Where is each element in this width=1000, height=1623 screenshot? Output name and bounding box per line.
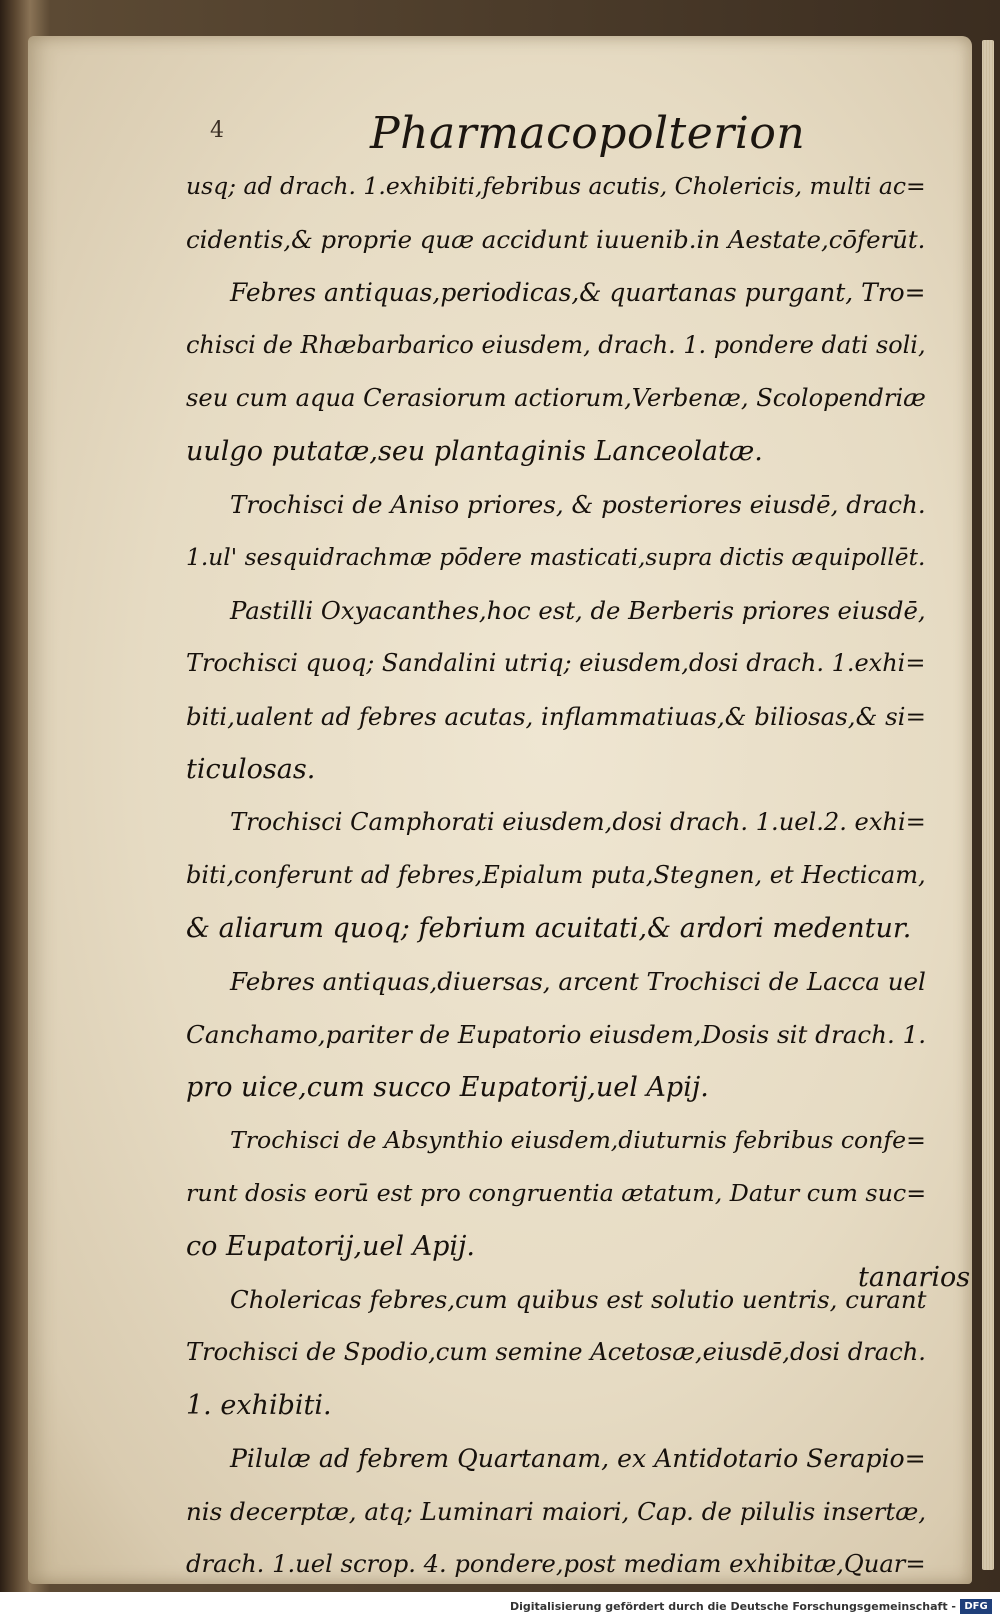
text-line: Trochisci de Aniso priores, & posteriores eiusdē, drach. [230,490,926,519]
page-edge [982,40,994,1570]
text-line: pro uice,cum succo Eupatorij,uel Apij. [186,1072,709,1103]
text-line: Trochisci Camphorati eiusdem,dosi drach. 1.uel.2. exhi= [230,808,926,836]
text-line: co Eupatorij,uel Apij. [186,1231,475,1262]
text-line: Canchamo,pariter de Eupatorio eiusdem,Dosis sit drach. 1. [186,1020,927,1049]
text-line: runt dosis eorū est pro congruentia ætatum, Datur cum suc= [186,1179,927,1207]
text-line: seu cum aqua Cerasiorum actiorum,Verbenæ, Scolopendriæ [186,384,926,412]
dfg-logo: DFG [960,1599,992,1614]
text-line: Trochisci de Absynthio eiusdem,diuturnis febribus confe= [230,1126,926,1154]
text-line: chisci de Rhæbarbarico eiusdem, drach. 1. pondere dati soli, [186,331,926,359]
catchword: tanarios [858,1262,971,1293]
running-head: Pharmacopolterion [370,108,806,159]
text-line: Febres antiquas,periodicas,& quartanas purgant, Tro= [230,278,926,307]
text-line: Pilulæ ad febrem Quartanam, ex Antidotario Serapio= [230,1444,926,1473]
text-line: biti,conferunt ad febres,Epialum puta,Stegnen, et Hecticam, [186,861,926,889]
text-line: Cholericas febres,cum quibus est solutio uentris, curant [230,1285,927,1314]
text-line: biti,ualent ad febres acutas, inflammatiuas,& biliosas,& si= [186,702,926,731]
text-line: ticulosas. [186,754,316,785]
text-line: Pastilli Oxyacanthes,hoc est, de Berberis priores eiusdē, [230,596,926,625]
footer-credit: Digitalisierung gefördert durch die Deutsche Forschungsgemeinschaft - [509,1600,956,1613]
text-line: nis decerptæ, atq; Luminari maiori, Cap. de pilulis insertæ, [186,1497,927,1526]
text-line: drach. 1.uel scrop. 4. pondere,post mediam exhibitæ,Quar= [186,1550,926,1578]
text-line: & aliarum quoq; febrium acuitati,& ardori medentur. [186,913,912,944]
text-line: 1. exhibiti. [186,1390,332,1421]
text-line: usq; ad drach. 1.exhibiti,febribus acutis, Cholericis, multi ac= [186,172,926,200]
page-number: 4 [210,118,224,143]
text-line: Trochisci quoq; Sandalini utriq; eiusdem,dosi drach. 1.exhi= [186,649,926,677]
text-line: 1.ul' sesquidrachmæ pōdere masticati,supra dictis æquipollēt. [186,543,926,571]
text-line: cidentis,& proprie quæ accidunt iuuenib.in Aestate,cōferūt. [186,225,926,254]
text-line: Febres antiquas,diuersas, arcent Trochisci de Lacca uel [230,967,926,996]
text-body [186,160,926,1591]
text-line: uulgo putatæ,seu plantaginis Lanceolatæ. [186,436,763,467]
text-line: Trochisci de Spodio,cum semine Acetosæ,eiusdē,dosi drach. [186,1338,926,1366]
